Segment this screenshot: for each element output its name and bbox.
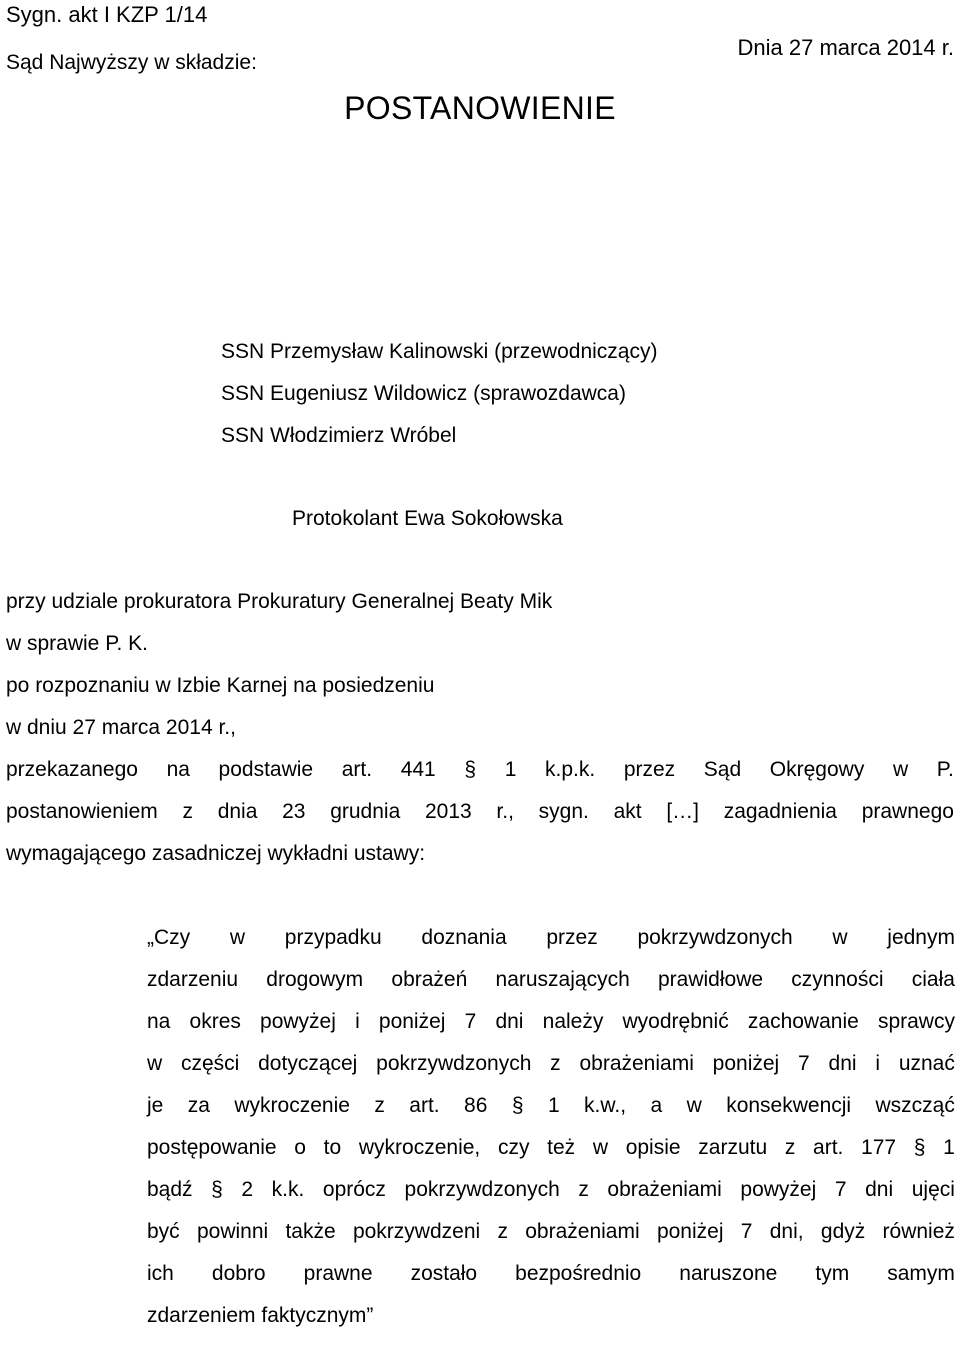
question-word: 1 (547, 1094, 560, 1117)
question-word: tym (815, 1262, 850, 1285)
question-word: powinni (196, 1220, 269, 1243)
question-word: o (294, 1136, 306, 1159)
question-word: również (882, 1220, 955, 1243)
question-word: prawidłowe (658, 968, 764, 991)
paragraph-line: wymagającego zasadniczej wykładni ustawy: (6, 842, 426, 865)
question-word: 7 (740, 1220, 753, 1243)
question-word: poniżej (712, 1052, 780, 1075)
question-word: poniżej (656, 1220, 724, 1243)
l5-word: Okręgowy (769, 758, 865, 781)
paragraph-line: w sprawie P. K. (6, 632, 149, 655)
question-word: powyżej (260, 1010, 336, 1033)
question-word: jednym (887, 926, 955, 949)
l5-word: przekazanego (6, 758, 138, 781)
question-word: z (578, 1178, 589, 1201)
judge-presiding: SSN Przemysław Kalinowski (przewodniczący) (221, 340, 658, 363)
l6-word: prawnego (861, 800, 954, 823)
l6-word: […] (666, 800, 699, 823)
question-word: zachowanie (747, 1010, 859, 1033)
l5-word: k.p.k. (545, 758, 596, 781)
court-composition-label: Sąd Najwyższy w składzie: (6, 51, 257, 74)
question-word: być (147, 1220, 180, 1243)
question-word: ujęci (911, 1178, 955, 1201)
l6-word: zagadnienia (723, 800, 837, 823)
question-word: „Czy (147, 926, 191, 949)
question-word: powyżej (740, 1178, 817, 1201)
question-word: obrażeń (391, 968, 468, 991)
question-word: w (686, 1094, 702, 1117)
l5-word: na (166, 758, 190, 781)
question-word: bezpośrednio (515, 1262, 642, 1285)
question-word: przypadku (284, 926, 382, 949)
paragraph-line-justified (6, 800, 954, 842)
question-word: wykroczenie (234, 1094, 350, 1117)
question-word: uznać (898, 1052, 955, 1075)
l5-word: 1 (504, 758, 517, 781)
l5-word: art. (341, 758, 373, 781)
question-word: 7 (834, 1178, 847, 1201)
question-word: części (180, 1052, 240, 1075)
question-word: czy (497, 1136, 530, 1159)
l6-word: r., (496, 800, 514, 823)
question-line (147, 926, 955, 968)
question-word: pokrzywdzeni (352, 1220, 481, 1243)
judges-list (221, 340, 657, 466)
question-word: wykroczenie, (358, 1136, 481, 1159)
l6-word: dnia (217, 800, 258, 823)
question-word: z (784, 1136, 796, 1159)
l6-word: akt (613, 800, 642, 823)
question-word: 2 (241, 1178, 254, 1201)
question-line (147, 1094, 955, 1136)
question-word: pokrzywdzonych (376, 1052, 532, 1075)
paragraph-line: w dniu 27 marca 2014 r., (6, 716, 236, 739)
question-word: zdarzeniu (147, 968, 239, 991)
judge-rapporteur: SSN Eugeniusz Wildowicz (sprawozdawca) (221, 382, 626, 405)
case-signature: Sygn. akt I KZP 1/14 (6, 2, 208, 27)
question-word: poniżej (378, 1010, 446, 1033)
question-word: obrażeniami (607, 1178, 722, 1201)
question-word: także (285, 1220, 336, 1243)
question-word: za (187, 1094, 210, 1117)
l5-word: P. (936, 758, 954, 781)
question-word: z (374, 1094, 385, 1117)
question-word: opisie (625, 1136, 681, 1159)
l6-word: 2013 (424, 800, 472, 823)
question-word: 7 (464, 1010, 477, 1033)
question-word: art. (409, 1094, 440, 1117)
question-word: prawne (303, 1262, 373, 1285)
question-word: postępowanie (147, 1136, 277, 1159)
l5-word: podstawie (218, 758, 314, 781)
question-word: zostało (410, 1262, 478, 1285)
question-line (147, 1136, 955, 1178)
judge-member: SSN Włodzimierz Wróbel (221, 424, 457, 447)
l5-word: Sąd (703, 758, 742, 781)
question-word: 1 (943, 1136, 955, 1159)
question-word: w (832, 926, 848, 949)
question-word: gdyż (820, 1220, 866, 1243)
question-word: dni, (769, 1220, 804, 1243)
clerk-line: Protokolant Ewa Sokołowska (292, 507, 563, 530)
l6-word: postanowieniem (6, 800, 158, 823)
legal-question (147, 926, 955, 1346)
paragraph-line: po rozpoznaniu w Izbie Karnej na posiedzeniu (6, 674, 435, 697)
question-word: w (147, 1052, 163, 1075)
question-word: 7 (798, 1052, 810, 1075)
document-date: Dnia 27 marca 2014 r. (737, 35, 954, 60)
question-word: w (229, 926, 246, 949)
question-word: oprócz (322, 1178, 386, 1201)
question-word: z (497, 1220, 508, 1243)
question-word: § (913, 1136, 926, 1159)
question-line (147, 1262, 955, 1304)
question-word: z (550, 1052, 561, 1075)
question-word: dobro (211, 1262, 266, 1285)
l6-word: grudnia (330, 800, 401, 823)
l6-word: sygn. (538, 800, 589, 823)
l5-word: w (892, 758, 909, 781)
question-word: naruszone (679, 1262, 778, 1285)
question-word: a (650, 1094, 663, 1117)
question-word: też (547, 1136, 576, 1159)
question-word: 86 (464, 1094, 488, 1117)
question-word: ich (147, 1262, 174, 1285)
question-word: na (147, 1010, 171, 1033)
question-word: zarzutu (698, 1136, 768, 1159)
paragraph-line: przy udziale prokuratora Prokuratury Generalnej Beaty Mik (6, 590, 553, 613)
question-word: je (147, 1094, 164, 1117)
question-word: k.w., (584, 1094, 627, 1117)
question-word: obrażeniami (525, 1220, 640, 1243)
question-line (147, 968, 955, 1010)
l5-word: przez (623, 758, 676, 781)
question-word: pokrzywdzonych (637, 926, 793, 949)
question-word: drogowym (266, 968, 364, 991)
question-word: dni (865, 1178, 894, 1201)
question-word: dni (495, 1010, 524, 1033)
question-word: dni (828, 1052, 857, 1075)
question-line (147, 1220, 955, 1262)
question-word: doznania (421, 926, 507, 949)
question-word: i (355, 1010, 360, 1033)
question-word: wszcząć (875, 1094, 955, 1117)
l6-word: z (182, 800, 193, 823)
question-word: w (592, 1136, 609, 1159)
question-word: to (323, 1136, 342, 1159)
case-paragraph (6, 590, 954, 884)
question-word: samym (887, 1262, 955, 1285)
l5-word: 441 (400, 758, 436, 781)
question-word: bądź (147, 1178, 193, 1201)
question-word: 177 (861, 1136, 897, 1159)
question-line (147, 1010, 955, 1052)
question-line (147, 1052, 955, 1094)
document-title: POSTANOWIENIE (344, 90, 616, 126)
question-word: k.k. (271, 1178, 305, 1201)
l6-word: 23 (282, 800, 306, 823)
question-word: konsekwencji (726, 1094, 852, 1117)
question-word: i (875, 1052, 881, 1075)
question-word: sprawcy (877, 1010, 955, 1033)
question-word: naruszających (495, 968, 630, 991)
l5-word: § (464, 758, 477, 781)
question-word: § (211, 1178, 223, 1201)
question-word: wyodrębnić (622, 1010, 729, 1033)
question-word: pokrzywdzonych (404, 1178, 560, 1201)
paragraph-line-justified (6, 758, 954, 800)
question-word: okres (189, 1010, 241, 1033)
question-word: dotyczącej (258, 1052, 358, 1075)
question-word: art. (813, 1136, 844, 1159)
question-word: obrażeniami (579, 1052, 694, 1075)
question-word: ciała (911, 968, 955, 991)
question-word: należy (542, 1010, 604, 1033)
question-line (147, 1178, 955, 1220)
question-line-last: zdarzeniem faktycznym” (147, 1304, 374, 1327)
question-word: przez (546, 926, 598, 949)
question-word: czynności (791, 968, 884, 991)
question-word: § (511, 1094, 524, 1117)
